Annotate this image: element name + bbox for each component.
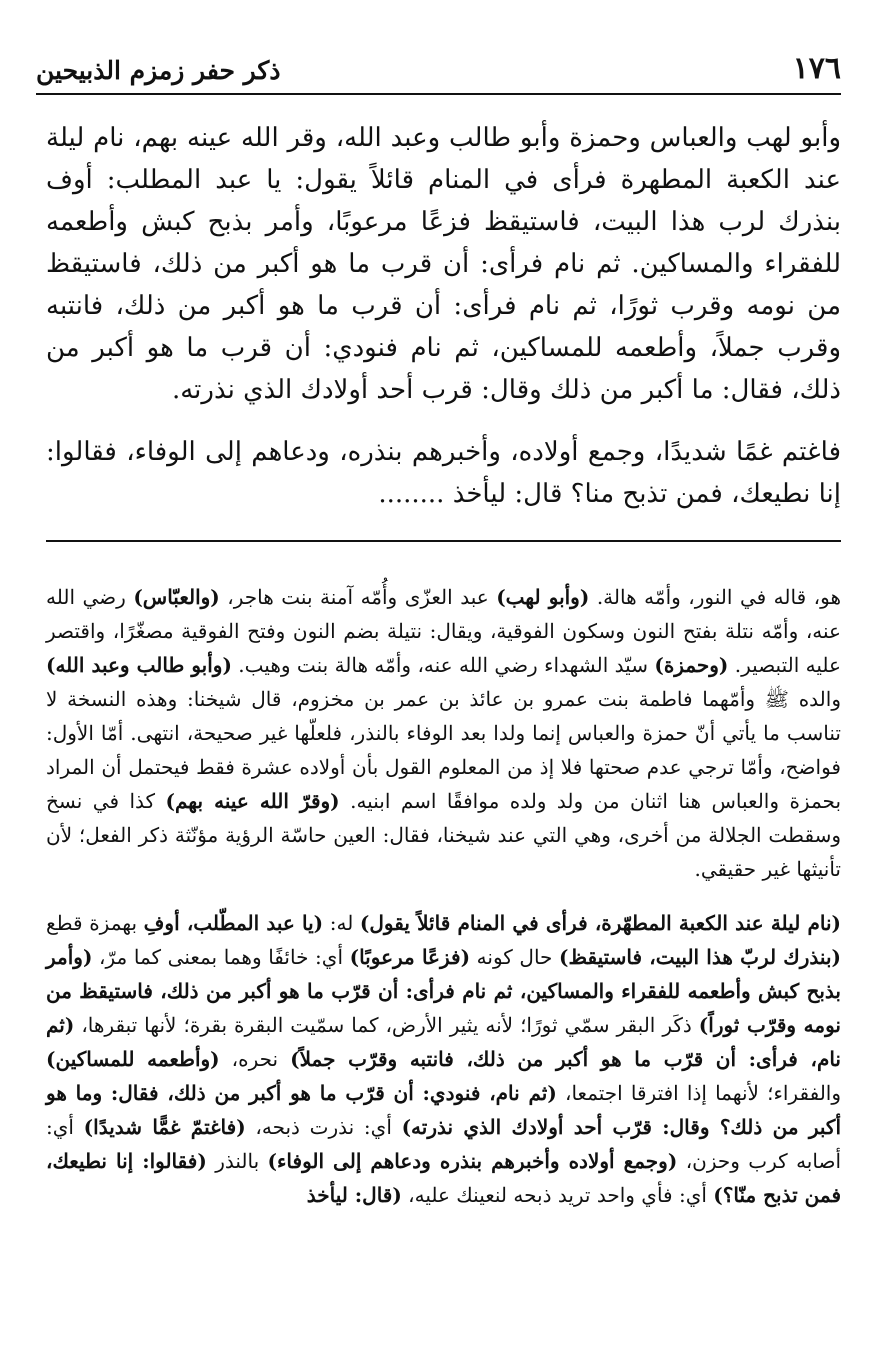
- commentary-text: حال كونه: [470, 945, 560, 969]
- page-header: [36, 50, 841, 92]
- commentary-text: عبد العزّى وأُمّه آمنة بنت هاجر،: [219, 585, 497, 609]
- commentary-text: سيّد الشهداء رضي الله عنه، وأمّه هالة بنت وهيب.: [231, 653, 655, 677]
- commentary-lemma: (فقالوا: إنا نطيعك، فمن تذبح منّا؟): [46, 1149, 841, 1207]
- commentary-text: نحره،: [219, 1047, 291, 1071]
- commentary-paragraph-2: [46, 906, 841, 1212]
- commentary-text: أي: خائفًا وهما بمعنى كما مرّ،: [92, 945, 350, 969]
- commentary-text: بالنذر: [206, 1149, 268, 1173]
- commentary-lemma: (وحمزة): [654, 653, 729, 677]
- commentary-lemma: (فاغتمّ غمًّا شديدًا): [83, 1115, 246, 1139]
- page-number: ١٧٦: [792, 51, 841, 86]
- commentary-lemma: (وقرّ الله عينه بهم): [165, 789, 340, 813]
- main-paragraph-1: وأبو لهب والعباس وحمزة وأبو طالب وعبد الله، وقر الله عينه بهم، نام ليلة عند الكعبة المطهرة فرأى في المنام قائلاً يقول: يا عبد المطلب: أوف بنذرك لرب هذا البيت، فاستيقظ فزعًا مرعوبًا، وأمر بذبح كبش وأطعمه للفقراء والمساكين. ثم نام فرأى: أن قرب ما هو أكبر من ذلك، فاستيقظ من نومه وقرب ثورًا، ثم نام فرأى: أن قرب ما هو أكبر من ذلك، فانتبه وقرب جملاً، وأطعمه للمساكين، ثم نام فنودي: أن قرب ما هو أكبر من ذلك، فقال: ما أكبر من ذلك وقال: قرب أحد أولادك الذي نذرته.: [46, 123, 841, 405]
- footnote-separator: [46, 540, 841, 542]
- commentary-text: ذكَر البقر سمّي ثورًا؛ لأنه يثير الأرض، كما سمّيت البقرة بقرة؛ لأنها تبقرها،: [74, 1013, 699, 1037]
- commentary-lemma: (والعبّاس): [133, 585, 220, 609]
- commentary-lemma: (وأمر بذبح كبش وأطعمه للفقراء والمساكين، ثم نام فرأى: أن قرّب ما هو أكبر من ذلك، فاستيقظ من نومه وقرّب ثوراً): [46, 945, 841, 1037]
- header-rule: [36, 93, 841, 95]
- commentary-text: بهمزة قطع: [46, 911, 144, 935]
- commentary-text: أي: أصابه كرب وحزن،: [46, 1115, 841, 1173]
- commentary-lemma: (وأطعمه للمساكين): [46, 1047, 220, 1071]
- commentary-text: كذا في نسخ وسقطت الجلالة من أخرى، وهي التي عند شيخنا، فقال: العين حاسّة الرؤية مؤنّثة ذكر الفعل؛ لأن تأنيثها غير حقيقي.: [46, 789, 841, 881]
- commentary-lemma: (نام ليلة عند الكعبة المطهّرة، فرأى في المنام قائلاً يقول): [359, 911, 841, 935]
- main-text: [46, 117, 841, 515]
- commentary-lemma: (وأبو طالب وعبد الله): [46, 653, 232, 677]
- commentary-lemma: (بنذرك لربّ هذا البيت، فاستيقظ): [559, 945, 841, 969]
- commentary-paragraph-1: [46, 580, 841, 886]
- commentary-lemma: (وجمع أولاده وأخبرهم بنذره ودعاهم إلى الوفاء): [267, 1149, 678, 1173]
- running-title: ذكر حفر زمزم الذبيحين: [36, 56, 281, 85]
- commentary: [46, 580, 841, 1212]
- commentary-lemma: (وأبو لهب): [496, 585, 590, 609]
- commentary-lemma: (فزعًا مرعوبًا): [349, 945, 471, 969]
- commentary-text: والفقراء؛ لأنهما إذا افترقا اجتمعا،: [556, 1081, 842, 1105]
- commentary-text: هو، قاله في النور، وأمّه هالة.: [589, 585, 841, 609]
- commentary-lemma: (ثم نام، فرأى: أن قرّب ما هو أكبر من ذلك، فانتبه وقرّب جملاً): [46, 1013, 841, 1071]
- commentary-text: أي: نذرت ذبحه،: [245, 1115, 402, 1139]
- commentary-lemma: (قال: ليأخذ: [306, 1183, 402, 1207]
- commentary-text: والده ﷺ وأمّهما فاطمة بنت عمرو بن عائذ بن عمر بن مخزوم، قال شيخنا: وهذه النسخة لا تناسب ما يأتي أنّ حمزة والعباس إنما ولدا بعد الوفاء بالنذر، فلعلّها غير صحيحة، انتهى. أمّا الأول: فواضح، وأمّا ترجي عدم صحتها فلا إذ من المعلوم القول بأن أولاده عشرة فقط فيحتمل أن المراد بحمزة والعباس هنا اثنان من ولد ولده موافقًا اسم ابنيه.: [46, 687, 842, 813]
- commentary-text: أي: فأي واحد تريد ذبحه لنعينك عليه،: [401, 1183, 714, 1207]
- main-paragraph-2: فاغتم غمًا شديدًا، وجمع أولاده، وأخبرهم بنذره، ودعاهم إلى الوفاء، فقالوا: إنا نطيعك، فمن تذبح منا؟ قال: ليأخذ ........: [46, 437, 841, 509]
- commentary-text: رضي الله عنه، وأمّه نتلة بفتح النون وسكون الفوقية، ويقال: نتيلة بضم النون وفتح الفوقية مصغّرًا، واقتصر عليه التبصير.: [46, 585, 841, 677]
- commentary-lemma: (يا عبد المطّلب، أوفِ: [143, 911, 324, 935]
- commentary-lemma: (ثم نام، فنودي: أن قرّب ما هو أكبر من ذلك، فقال: وما هو أكبر من ذلك؟ وقال: قرّب أحد أولادك الذي نذرته): [46, 1081, 841, 1139]
- commentary-text: له:: [323, 911, 360, 935]
